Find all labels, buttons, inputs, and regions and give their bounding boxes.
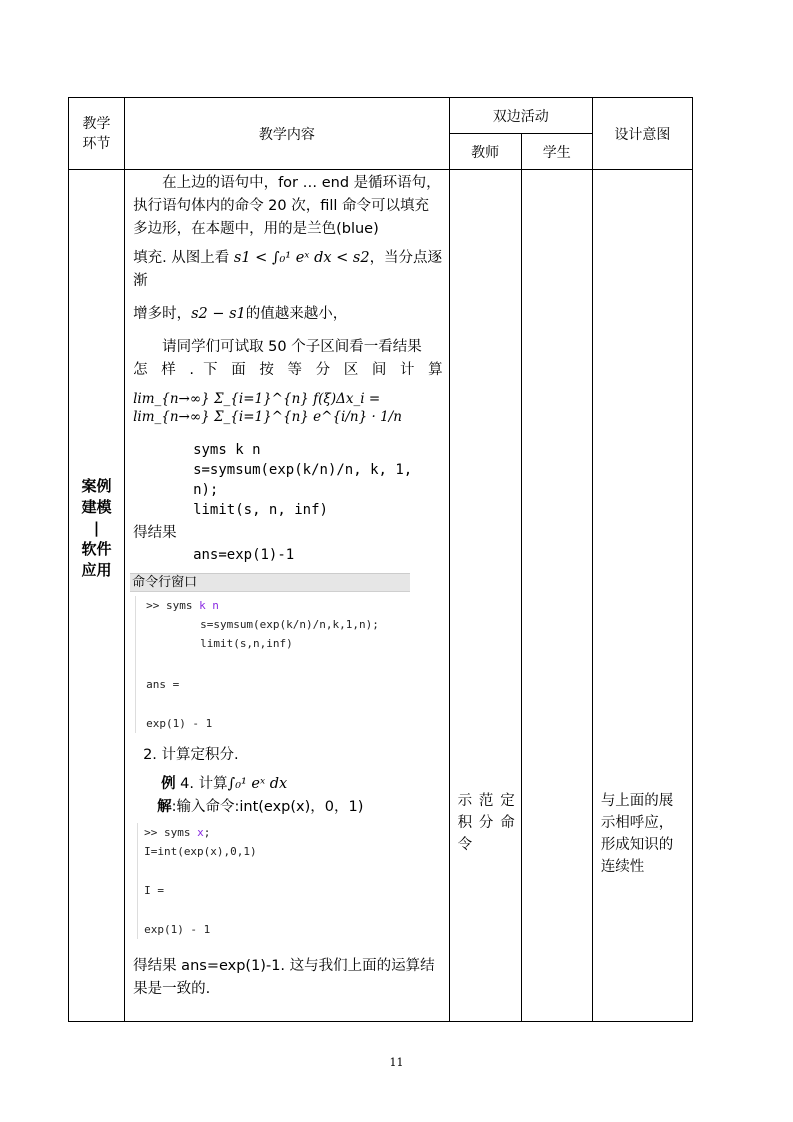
text: 与上面的展示相呼应，形成知识的连续性 bbox=[600, 793, 674, 875]
console-line: >> syms x; bbox=[144, 826, 211, 839]
limit-formula: lim_{n→∞} Σ_{i=1}^{n} f(ξ)Δx_i = lim_{n→∞} Σ_{i=1}^{n} e^{i/n} · 1/n bbox=[133, 391, 402, 425]
paragraph-increase bbox=[133, 303, 443, 326]
text: 解 bbox=[157, 799, 172, 815]
teacher-cell bbox=[449, 170, 521, 1022]
code-line: limit(s, n, inf) bbox=[193, 502, 328, 518]
page-number: 11 bbox=[389, 1056, 404, 1069]
console-line: ans = bbox=[146, 678, 180, 691]
paragraph-loop: 在上边的语句中，for … end 是循环语句，执行语句体内的命令 20 次，fill 命令可以填充多边形，在本题中，用的是兰色(blue) bbox=[133, 175, 441, 237]
difference-math: s2 − s1 bbox=[191, 306, 246, 322]
code-line: s=symsum(exp(k/n)/n, k, 1, n); bbox=[193, 462, 413, 498]
matlab-command-window-screenshot bbox=[130, 573, 410, 734]
header-student: 学生 bbox=[521, 134, 592, 170]
console-line: exp(1) - 1 bbox=[144, 923, 211, 936]
stage-cell bbox=[69, 170, 125, 1022]
design-cell bbox=[592, 170, 692, 1022]
header-teacher: 教师 bbox=[449, 134, 521, 170]
conclusion: 得结果 ans=exp(1)-1. 这与我们上面的运算结果是一致的. bbox=[133, 958, 435, 997]
paragraph-try: 请同学们可试取 50 个子区间看一看结果 bbox=[162, 339, 422, 355]
paragraph-observe bbox=[133, 247, 443, 293]
command-window-title: 命令行窗口 bbox=[130, 574, 410, 592]
header-design: 设计意图 bbox=[592, 98, 692, 170]
text: 的值越来越小， bbox=[245, 306, 348, 322]
text: 4. 计算 bbox=[175, 776, 228, 792]
text: 例 bbox=[161, 776, 176, 792]
item-2: 2. 计算定积分. bbox=[143, 747, 239, 763]
console-line: >> syms k n bbox=[146, 599, 219, 612]
lesson-plan-table bbox=[68, 97, 693, 1022]
console-line: limit(s,n,inf) bbox=[200, 637, 293, 650]
solution bbox=[133, 796, 443, 819]
console-line: s=symsum(exp(k/n)/n,k,1,n); bbox=[200, 618, 379, 631]
paragraph-compute: 怎 样 . 下 面 按 等 分 区 间 计 算 bbox=[133, 362, 443, 378]
matlab-console-screenshot bbox=[137, 823, 324, 939]
stage-label: 案例 建模 | 软件 应用 bbox=[81, 476, 112, 579]
text: 填充. 从图上看 bbox=[133, 250, 230, 266]
student-cell bbox=[521, 170, 592, 1022]
command-window-body bbox=[135, 596, 410, 733]
example-4 bbox=[133, 773, 443, 796]
code-line: syms k n bbox=[193, 442, 261, 458]
content-cell bbox=[125, 170, 450, 1022]
header-stage: 教学 环节 bbox=[69, 98, 125, 170]
text: :输入命令:int(exp(x)，0，1) bbox=[171, 799, 364, 815]
result-code: ans=exp(1)-1 bbox=[193, 547, 295, 563]
console-line: exp(1) - 1 bbox=[146, 717, 213, 730]
console-line: I = bbox=[144, 884, 164, 897]
inequality-math: s1 < ∫₀¹ eˣ dx < s2 bbox=[233, 250, 370, 266]
console-line: I=int(exp(x),0,1) bbox=[144, 845, 257, 858]
integral-math: ∫₀¹ eˣ dx bbox=[227, 776, 288, 792]
header-activity: 双边活动 bbox=[449, 98, 592, 134]
text: ，当分点逐渐 bbox=[133, 250, 443, 289]
code-block bbox=[133, 440, 443, 520]
text: 示 范 定 积 分 命 令 bbox=[457, 793, 515, 853]
result-label: 得结果 bbox=[133, 525, 177, 541]
header-content: 教学内容 bbox=[125, 98, 450, 170]
text: 增多时， bbox=[133, 306, 192, 322]
